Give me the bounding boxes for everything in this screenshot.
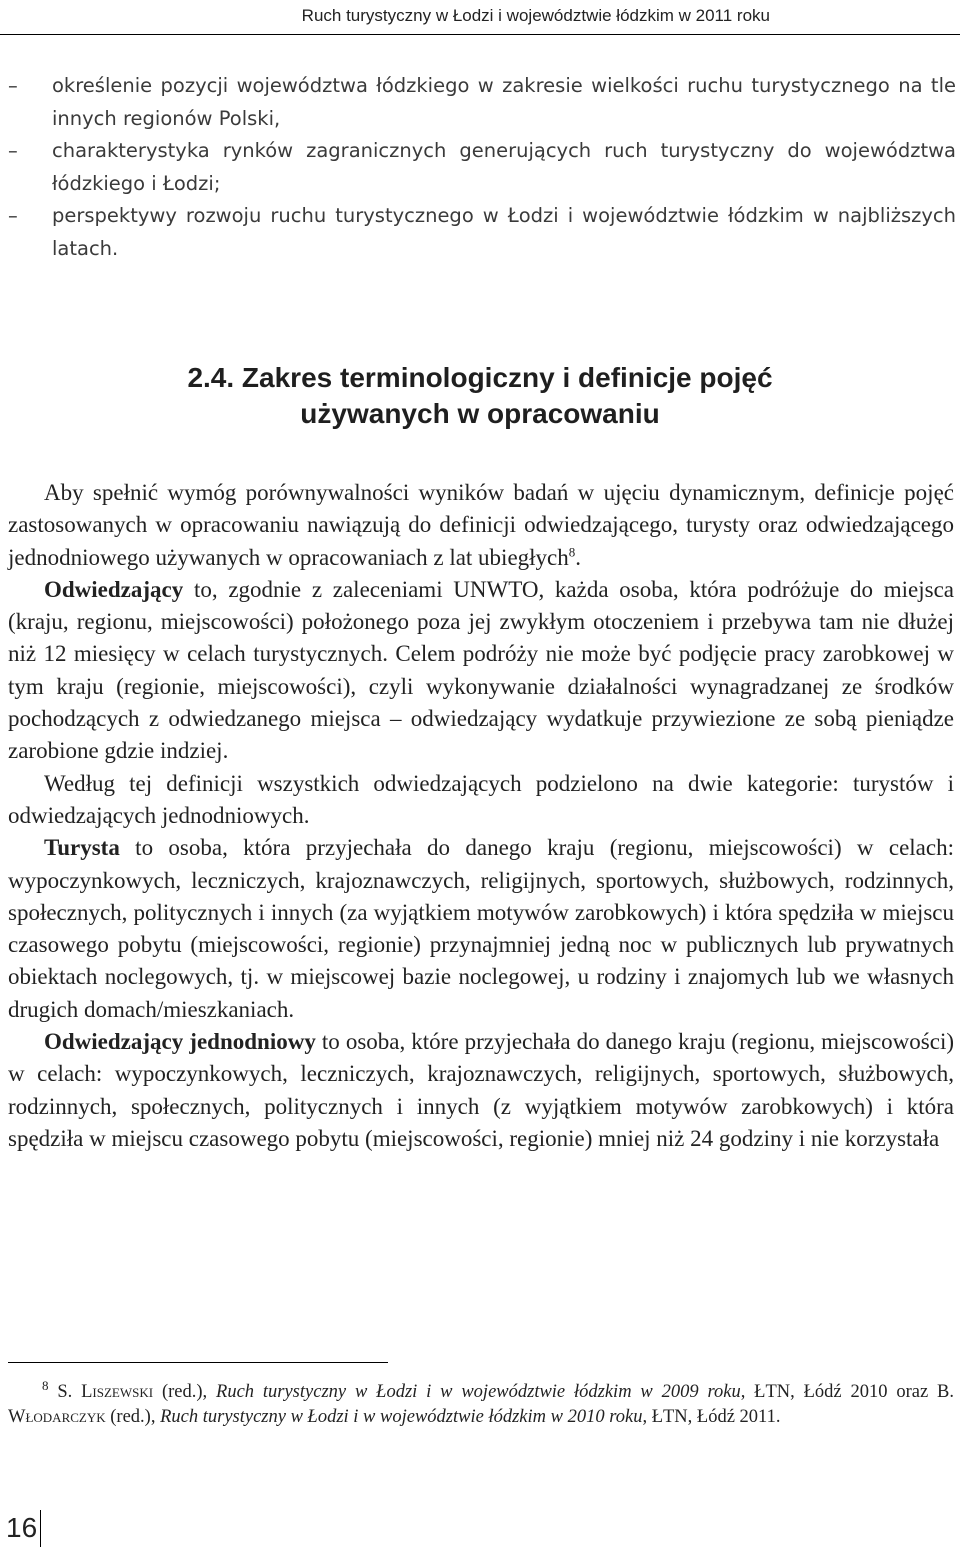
footnote-text: (red.),	[105, 1407, 161, 1427]
section-heading	[0, 360, 960, 432]
dash-marker: –	[8, 74, 18, 97]
paragraph-text: Aby spełnić wymóg porównywalności wyników badań w ujęciu dynamicznym, definicje pojęć zastosowanych w opracowaniu nawiązują do definicji odwiedzającego, turysty oraz odwiedzającego jednodniowego używanych w opracowaniach z lat ubiegłych	[8, 480, 954, 570]
footnote-title: Ruch turystyczny w Łodzi i w województwie łódzkim w 2010 roku	[160, 1407, 643, 1427]
footnote-divider	[8, 1362, 388, 1363]
paragraph	[8, 574, 954, 768]
footnote-ref[interactable]: 8	[568, 543, 576, 559]
running-header	[0, 0, 960, 35]
paragraph	[8, 1026, 954, 1155]
dash-marker: –	[8, 139, 18, 163]
dash-marker: –	[8, 204, 18, 228]
paragraph-text: to osoba, która przyjechała do danego kraju (regionu, miejscowości) w celach: wypoczynkowych, leczniczych, krajoznawczych, religijnych, sportowych, służbowych, rodzinnych, społecznych, politycznych i innych (za wyjątkiem motywów zarobkowych) i która spędziła w miejscu czasowego pobytu (miejscowości, regionie) przynajmniej jedną noc w publicznych lub prywatnych obiektach noclegowych, tj. w miejscowej bazie noclegowej, u rodziny i znajomych lub we własnych drugich domach/mieszkaniach.	[8, 835, 954, 1022]
running-title: Ruch turystyczny w Łodzi i województwie łódzkim w 2011 roku	[301, 6, 770, 25]
defined-term: Odwiedzający	[44, 576, 184, 602]
footnote-author: B. Włodarczyk	[8, 1382, 955, 1427]
paragraph-text: to, zgodnie z zaleceniami UNWTO, każda osoba, która podróżuje do miejsca (kraju, regionu, miejscowości) położonego poza jej zwykłym otoczeniem i przebywa tam nie dłużej niż 12 miesięcy w celach turystycznych. Celem podróży nie może być podjęcie pracy zarobkowej w tym kraju (regionie, miejscowości), czyli wykonywanie działalności wynagradzanej ze środków pochodzących z odwiedzanego miejsca – odwiedzający wydatkuje przywiezione ze sobą pieniądze zarobione gdzie indziej.	[8, 576, 954, 764]
defined-term: Odwiedzający jednodniowy	[44, 1029, 316, 1055]
page-number: 16	[6, 1512, 38, 1543]
footnote	[8, 1377, 955, 1430]
footnote-title: Ruch turystyczny w Łodzi i w województwie łódzkim w 2009 roku	[216, 1382, 741, 1402]
footnote-text: (red.),	[153, 1382, 217, 1402]
body-text	[8, 477, 954, 1155]
paragraph	[8, 477, 954, 574]
list-item	[8, 70, 956, 135]
bullet-list	[8, 70, 956, 266]
footnote-author: S. Liszewski	[57, 1382, 154, 1402]
list-item	[8, 135, 956, 200]
list-item-text: określenie pozycji województwa łódzkiego w zakresie wielkości ruchu turystycznego na tle innych regionów Polski,	[52, 74, 956, 130]
defined-term: Turysta	[44, 835, 120, 861]
list-item-text: charakterystyka rynków zagranicznych generujących ruch turystyczny do województwa łódzkiego i Łodzi;	[52, 139, 956, 195]
footnote-text: , ŁTN, Łódź 2011.	[642, 1407, 781, 1427]
paragraph	[8, 768, 954, 833]
list-item-text: perspektywy rozwoju ruchu turystycznego w Łodzi i województwie łódzkim w najbliższych latach.	[52, 204, 956, 260]
paragraph-text: to osoba, które przyjechała do danego kraju (regionu, miejscowości) w celach: wypoczynkowych, leczniczych, krajoznawczych, religijnych, sportowych, służbowych, rodzinnych, społecznych, politycznych i innych (z wyjątkiem motywów zarobkowych) i która spędziła w miejscu czasowego pobytu (miejscowości, regionie) mniej niż 24 godziny i nie korzystała	[8, 1029, 954, 1151]
section-heading-line2: używanych w opracowaniu	[300, 398, 660, 429]
footnote-number: 8	[42, 1377, 49, 1393]
paragraph-text: Według tej definicji wszystkich odwiedzających podzielono na dwie kategorie: turystów i odwiedzających jednodniowych.	[8, 770, 954, 828]
paragraph	[8, 832, 954, 1026]
list-item	[8, 200, 956, 265]
paragraph-end: .	[575, 544, 581, 570]
section-heading-line1: 2.4. Zakres terminologiczny i definicje pojęć	[187, 362, 773, 393]
footnote-text: , ŁTN, Łódź 2010 oraz	[740, 1382, 938, 1402]
